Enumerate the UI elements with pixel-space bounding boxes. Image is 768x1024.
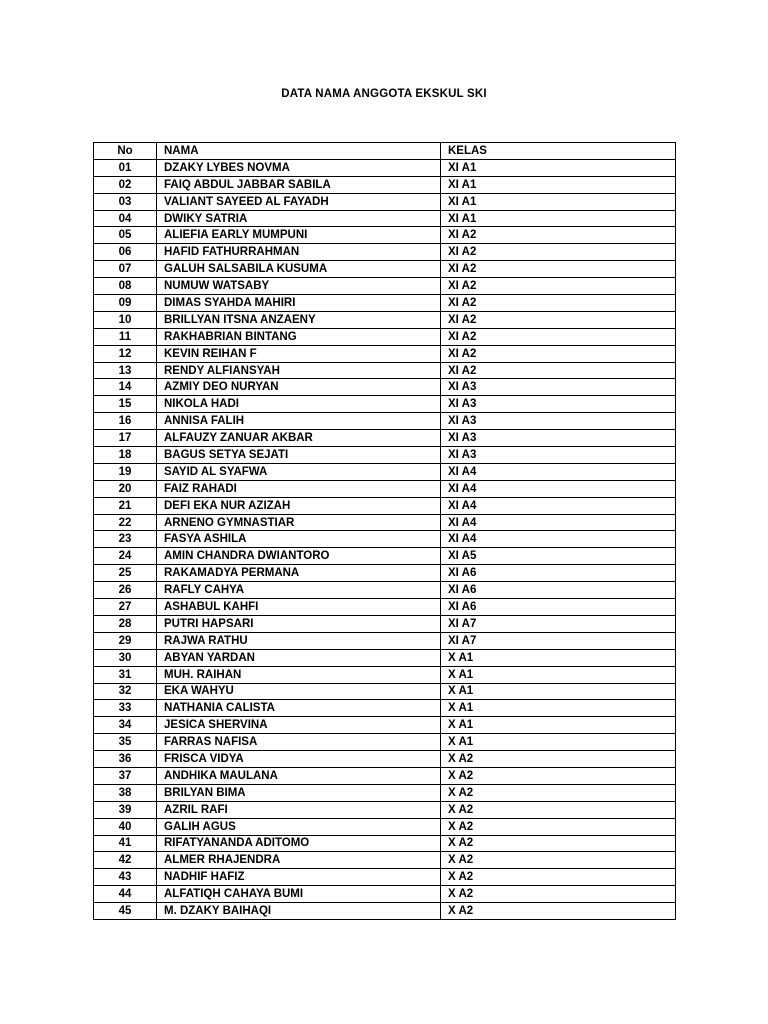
cell-no: 35 [94,734,157,751]
cell-no: 29 [94,632,157,649]
cell-kelas: XI A3 [441,447,676,464]
cell-kelas: X A1 [441,649,676,666]
cell-no: 15 [94,396,157,413]
cell-no: 08 [94,278,157,295]
cell-kelas: XI A5 [441,548,676,565]
cell-nama: GALUH SALSABILA KUSUMA [157,261,441,278]
cell-kelas: X A2 [441,903,676,920]
table-row [94,818,676,835]
table-row [94,413,676,430]
cell-nama: NATHANIA CALISTA [157,700,441,717]
cell-no: 09 [94,295,157,312]
cell-no: 05 [94,227,157,244]
cell-no: 43 [94,869,157,886]
cell-kelas: XI A2 [441,295,676,312]
cell-kelas: XI A1 [441,176,676,193]
cell-no: 45 [94,903,157,920]
cell-nama: ANNISA FALIH [157,413,441,430]
table-row [94,615,676,632]
cell-nama: BAGUS SETYA SEJATI [157,447,441,464]
cell-nama: RAKAMADYA PERMANA [157,565,441,582]
cell-no: 18 [94,447,157,464]
cell-nama: FRISCA VIDYA [157,751,441,768]
table-body [94,159,676,919]
table-row [94,734,676,751]
table-row [94,548,676,565]
cell-no: 04 [94,210,157,227]
table-row [94,751,676,768]
cell-nama: JESICA SHERVINA [157,717,441,734]
cell-kelas: X A2 [441,886,676,903]
cell-no: 06 [94,244,157,261]
cell-no: 11 [94,328,157,345]
cell-no: 38 [94,784,157,801]
cell-kelas: XI A2 [441,345,676,362]
cell-kelas: XI A3 [441,413,676,430]
cell-no: 24 [94,548,157,565]
table-row [94,311,676,328]
cell-nama: DZAKY LYBES NOVMA [157,159,441,176]
cell-no: 17 [94,430,157,447]
table-row [94,649,676,666]
cell-no: 01 [94,159,157,176]
cell-nama: RENDY ALFIANSYAH [157,362,441,379]
cell-nama: FARRAS NAFISA [157,734,441,751]
cell-nama: BRILYAN BIMA [157,784,441,801]
table-row [94,227,676,244]
cell-nama: AZMIY DEO NURYAN [157,379,441,396]
cell-no: 22 [94,514,157,531]
cell-nama: SAYID AL SYAFWA [157,463,441,480]
table-row [94,632,676,649]
cell-nama: FASYA ASHILA [157,531,441,548]
cell-kelas: X A1 [441,734,676,751]
header-kelas: KELAS [441,143,676,160]
cell-no: 12 [94,345,157,362]
cell-no: 14 [94,379,157,396]
cell-no: 28 [94,615,157,632]
cell-nama: ASHABUL KAHFI [157,599,441,616]
table-row [94,295,676,312]
table-row [94,480,676,497]
cell-kelas: XI A1 [441,159,676,176]
cell-kelas: XI A4 [441,497,676,514]
table-row [94,328,676,345]
cell-no: 07 [94,261,157,278]
header-no: No [94,143,157,160]
cell-no: 33 [94,700,157,717]
table-row [94,869,676,886]
cell-nama: ALFAUZY ZANUAR AKBAR [157,430,441,447]
cell-no: 25 [94,565,157,582]
cell-nama: EKA WAHYU [157,683,441,700]
table-row [94,514,676,531]
cell-no: 13 [94,362,157,379]
table-row [94,345,676,362]
table-row [94,582,676,599]
cell-kelas: XI A1 [441,193,676,210]
table-row [94,278,676,295]
table-row [94,193,676,210]
table-row [94,362,676,379]
cell-nama: AZRIL RAFI [157,801,441,818]
table-row [94,717,676,734]
cell-no: 20 [94,480,157,497]
cell-kelas: XI A2 [441,227,676,244]
cell-kelas: XI A4 [441,463,676,480]
table-row [94,565,676,582]
cell-no: 34 [94,717,157,734]
cell-kelas: X A2 [441,852,676,869]
cell-no: 27 [94,599,157,616]
cell-nama: PUTRI HAPSARI [157,615,441,632]
cell-kelas: XI A3 [441,430,676,447]
cell-kelas: X A2 [441,835,676,852]
cell-kelas: XI A1 [441,210,676,227]
table-row [94,767,676,784]
table-row [94,599,676,616]
cell-no: 42 [94,852,157,869]
cell-kelas: XI A4 [441,531,676,548]
cell-no: 19 [94,463,157,480]
table-row [94,159,676,176]
table-row [94,700,676,717]
cell-kelas: X A1 [441,700,676,717]
cell-kelas: X A2 [441,818,676,835]
cell-kelas: XI A2 [441,328,676,345]
table-row [94,683,676,700]
cell-nama: KEVIN REIHAN F [157,345,441,362]
cell-kelas: XI A7 [441,615,676,632]
cell-kelas: XI A6 [441,565,676,582]
cell-no: 02 [94,176,157,193]
cell-no: 21 [94,497,157,514]
cell-nama: NADHIF HAFIZ [157,869,441,886]
cell-kelas: XI A2 [441,278,676,295]
cell-no: 31 [94,666,157,683]
cell-kelas: XI A2 [441,362,676,379]
table-row [94,666,676,683]
cell-nama: VALIANT SAYEED AL FAYADH [157,193,441,210]
cell-nama: BRILLYAN ITSNA ANZAENY [157,311,441,328]
cell-kelas: X A2 [441,869,676,886]
table-row [94,261,676,278]
cell-nama: RAJWA RATHU [157,632,441,649]
cell-no: 41 [94,835,157,852]
cell-nama: ALFATIQH CAHAYA BUMI [157,886,441,903]
cell-no: 32 [94,683,157,700]
cell-nama: M. DZAKY BAIHAQI [157,903,441,920]
cell-nama: FAIQ ABDUL JABBAR SABILA [157,176,441,193]
table-row [94,447,676,464]
table-row [94,396,676,413]
cell-nama: MUH. RAIHAN [157,666,441,683]
cell-no: 26 [94,582,157,599]
cell-kelas: X A2 [441,801,676,818]
cell-kelas: XI A3 [441,396,676,413]
cell-nama: DWIKY SATRIA [157,210,441,227]
cell-no: 37 [94,767,157,784]
cell-no: 10 [94,311,157,328]
table-row [94,784,676,801]
cell-nama: RAFLY CAHYA [157,582,441,599]
cell-nama: HAFID FATHURRAHMAN [157,244,441,261]
cell-no: 30 [94,649,157,666]
cell-kelas: XI A2 [441,244,676,261]
cell-nama: ARNENO GYMNASTIAR [157,514,441,531]
cell-no: 03 [94,193,157,210]
table-row [94,531,676,548]
cell-no: 44 [94,886,157,903]
cell-no: 16 [94,413,157,430]
table-row [94,430,676,447]
cell-kelas: XI A4 [441,480,676,497]
table-row [94,903,676,920]
table-row [94,210,676,227]
cell-nama: RAKHABRIAN BINTANG [157,328,441,345]
cell-kelas: XI A6 [441,582,676,599]
cell-nama: ABYAN YARDAN [157,649,441,666]
cell-nama: NUMUW WATSABY [157,278,441,295]
cell-no: 23 [94,531,157,548]
header-nama: NAMA [157,143,441,160]
cell-nama: ALMER RHAJENDRA [157,852,441,869]
cell-kelas: X A1 [441,717,676,734]
table-header-row [94,143,676,160]
cell-kelas: XI A6 [441,599,676,616]
cell-kelas: XI A2 [441,311,676,328]
cell-kelas: X A2 [441,751,676,768]
table-row [94,852,676,869]
table-row [94,379,676,396]
cell-kelas: X A2 [441,784,676,801]
cell-kelas: XI A4 [441,514,676,531]
cell-kelas: X A1 [441,683,676,700]
cell-kelas: XI A2 [441,261,676,278]
cell-kelas: X A1 [441,666,676,683]
cell-nama: ALIEFIA EARLY MUMPUNI [157,227,441,244]
cell-nama: FAIZ RAHADI [157,480,441,497]
table-row [94,497,676,514]
table-row [94,244,676,261]
page-title: DATA NAMA ANGGOTA EKSKUL SKI [281,88,487,100]
cell-nama: DIMAS SYAHDA MAHIRI [157,295,441,312]
table-row [94,801,676,818]
member-table [93,142,676,920]
cell-no: 39 [94,801,157,818]
cell-nama: AMIN CHANDRA DWIANTORO [157,548,441,565]
cell-nama: GALIH AGUS [157,818,441,835]
cell-nama: DEFI EKA NUR AZIZAH [157,497,441,514]
cell-no: 40 [94,818,157,835]
cell-nama: NIKOLA HADI [157,396,441,413]
table-row [94,886,676,903]
table-row [94,463,676,480]
cell-kelas: X A2 [441,767,676,784]
cell-kelas: XI A3 [441,379,676,396]
cell-no: 36 [94,751,157,768]
cell-kelas: XI A7 [441,632,676,649]
cell-nama: RIFATYANANDA ADITOMO [157,835,441,852]
table-row [94,176,676,193]
cell-nama: ANDHIKA MAULANA [157,767,441,784]
table-row [94,835,676,852]
